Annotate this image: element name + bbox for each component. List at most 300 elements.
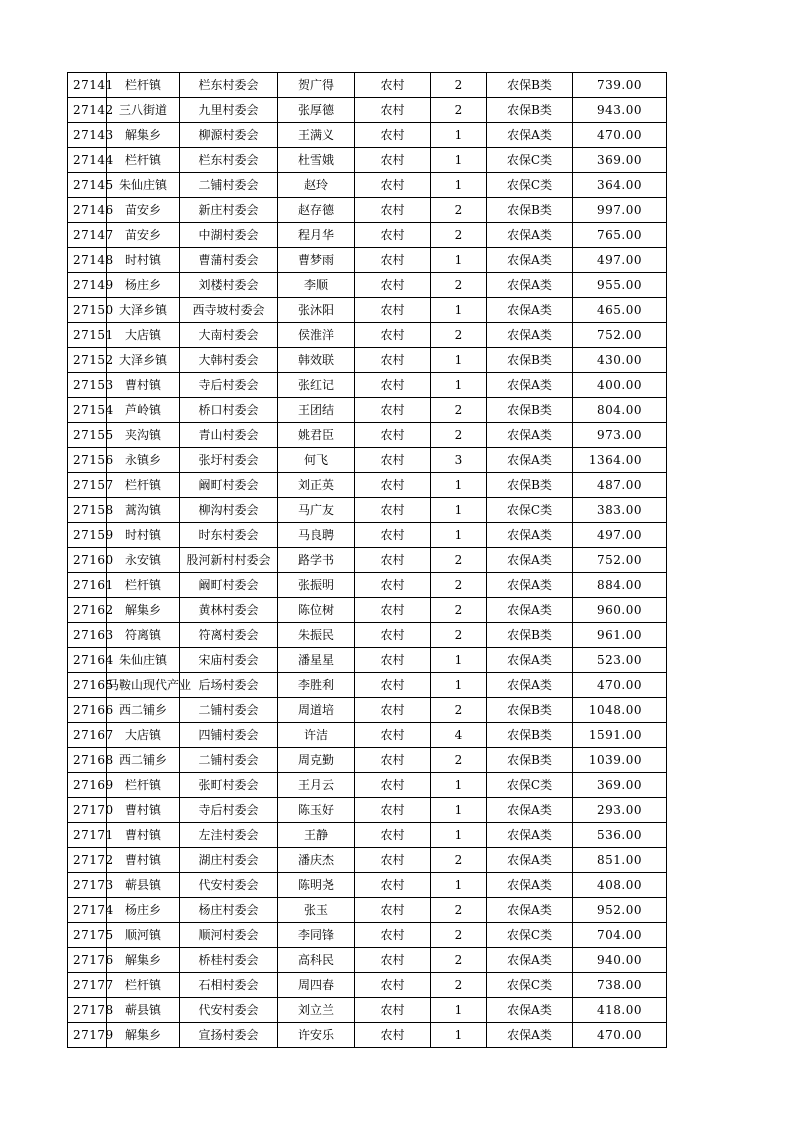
record-id-cell: 27150 [68,298,107,323]
person-name-cell: 王团结 [278,398,355,423]
insurance-class-cell: 农保A类 [487,523,573,548]
household-count-cell: 1 [431,373,487,398]
town-cell: 苗安乡 [107,198,180,223]
table-row [68,848,667,873]
village-committee-cell: 刘楼村委会 [180,273,278,298]
table-row [68,973,667,998]
village-committee-cell: 张圩村委会 [180,448,278,473]
table-row [68,648,667,673]
town-cell: 三八街道 [107,98,180,123]
person-name-cell: 韩效联 [278,348,355,373]
town-cell: 曹村镇 [107,848,180,873]
person-name-cell: 高科民 [278,948,355,973]
table-row [68,523,667,548]
amount-cell: 1591.00 [573,723,667,748]
area-type-cell: 农村 [355,773,431,798]
area-type-cell: 农村 [355,973,431,998]
town-cell: 蕲县镇 [107,873,180,898]
insurance-class-cell: 农保A类 [487,823,573,848]
person-name-cell: 曹梦雨 [278,248,355,273]
area-type-cell: 农村 [355,298,431,323]
person-name-cell: 张沐阳 [278,298,355,323]
amount-cell: 383.00 [573,498,667,523]
table-row [68,748,667,773]
person-name-cell: 陈位树 [278,598,355,623]
area-type-cell: 农村 [355,873,431,898]
village-committee-cell: 石相村委会 [180,973,278,998]
village-committee-cell: 时东村委会 [180,523,278,548]
table-row [68,723,667,748]
insurance-class-cell: 农保A类 [487,223,573,248]
person-name-cell: 周道培 [278,698,355,723]
amount-cell: 465.00 [573,298,667,323]
area-type-cell: 农村 [355,723,431,748]
area-type-cell: 农村 [355,448,431,473]
amount-cell: 940.00 [573,948,667,973]
person-name-cell: 侯淮洋 [278,323,355,348]
table-row [68,873,667,898]
insurance-class-cell: 农保A类 [487,1023,573,1048]
record-id-cell: 27144 [68,148,107,173]
table-row [68,598,667,623]
insurance-class-cell: 农保C类 [487,173,573,198]
person-name-cell: 陈玉好 [278,798,355,823]
area-type-cell: 农村 [355,348,431,373]
village-committee-cell: 青山村委会 [180,423,278,448]
table-row [68,123,667,148]
amount-cell: 739.00 [573,73,667,98]
insurance-class-cell: 农保A类 [487,798,573,823]
village-committee-cell: 九里村委会 [180,98,278,123]
village-committee-cell: 左洼村委会 [180,823,278,848]
insurance-class-cell: 农保A类 [487,573,573,598]
table-row [68,298,667,323]
person-name-cell: 周四春 [278,973,355,998]
amount-cell: 430.00 [573,348,667,373]
insurance-class-cell: 农保A类 [487,998,573,1023]
village-committee-cell: 湖庄村委会 [180,848,278,873]
person-name-cell: 刘正英 [278,473,355,498]
village-committee-cell: 阚町村委会 [180,473,278,498]
table-row [68,798,667,823]
person-name-cell: 何飞 [278,448,355,473]
household-count-cell: 1 [431,498,487,523]
table-row [68,423,667,448]
table-row [68,248,667,273]
amount-cell: 470.00 [573,123,667,148]
town-cell: 朱仙庄镇 [107,173,180,198]
record-id-cell: 27146 [68,198,107,223]
record-id-cell: 27167 [68,723,107,748]
household-count-cell: 1 [431,798,487,823]
record-id-cell: 27154 [68,398,107,423]
area-type-cell: 农村 [355,98,431,123]
area-type-cell: 农村 [355,598,431,623]
village-committee-cell: 顺河村委会 [180,923,278,948]
area-type-cell: 农村 [355,698,431,723]
amount-cell: 523.00 [573,648,667,673]
table-row [68,673,667,698]
insurance-class-cell: 农保A类 [487,248,573,273]
village-committee-cell: 新庄村委会 [180,198,278,223]
area-type-cell: 农村 [355,673,431,698]
person-name-cell: 张红记 [278,373,355,398]
town-cell: 解集乡 [107,948,180,973]
insurance-class-cell: 农保B类 [487,73,573,98]
person-name-cell: 潘庆杰 [278,848,355,873]
insurance-class-cell: 农保A类 [487,273,573,298]
insurance-class-cell: 农保B类 [487,748,573,773]
person-name-cell: 王静 [278,823,355,848]
table-row [68,773,667,798]
household-count-cell: 2 [431,73,487,98]
household-count-cell: 2 [431,223,487,248]
household-count-cell: 1 [431,773,487,798]
table-row [68,548,667,573]
insurance-class-cell: 农保A类 [487,448,573,473]
area-type-cell: 农村 [355,373,431,398]
person-name-cell: 王月云 [278,773,355,798]
record-id-cell: 27171 [68,823,107,848]
table-row [68,448,667,473]
table-row [68,323,667,348]
insurance-class-cell: 农保B类 [487,723,573,748]
record-id-cell: 27158 [68,498,107,523]
person-name-cell: 李顺 [278,273,355,298]
village-committee-cell: 阚町村委会 [180,573,278,598]
household-count-cell: 1 [431,1023,487,1048]
amount-cell: 765.00 [573,223,667,248]
area-type-cell: 农村 [355,548,431,573]
record-id-cell: 27172 [68,848,107,873]
amount-cell: 804.00 [573,398,667,423]
amount-cell: 470.00 [573,1023,667,1048]
record-id-cell: 27164 [68,648,107,673]
household-count-cell: 1 [431,673,487,698]
area-type-cell: 农村 [355,573,431,598]
person-name-cell: 陈明尧 [278,873,355,898]
person-name-cell: 张玉 [278,898,355,923]
village-committee-cell: 宣扬村委会 [180,1023,278,1048]
person-name-cell: 赵存德 [278,198,355,223]
amount-cell: 997.00 [573,198,667,223]
area-type-cell: 农村 [355,898,431,923]
table-row [68,373,667,398]
record-id-cell: 27145 [68,173,107,198]
insurance-class-cell: 农保C类 [487,973,573,998]
table-row [68,148,667,173]
record-id-cell: 27153 [68,373,107,398]
record-id-cell: 27155 [68,423,107,448]
records-table [67,72,667,1048]
table-row [68,923,667,948]
person-name-cell: 朱振民 [278,623,355,648]
area-type-cell: 农村 [355,273,431,298]
area-type-cell: 农村 [355,473,431,498]
table-body [68,73,667,1048]
table-row [68,173,667,198]
record-id-cell: 27160 [68,548,107,573]
household-count-cell: 2 [431,423,487,448]
village-committee-cell: 四铺村委会 [180,723,278,748]
town-cell: 曹村镇 [107,823,180,848]
insurance-class-cell: 农保A类 [487,548,573,573]
amount-cell: 884.00 [573,573,667,598]
household-count-cell: 2 [431,973,487,998]
village-committee-cell: 曹蒲村委会 [180,248,278,273]
household-count-cell: 4 [431,723,487,748]
table-row [68,573,667,598]
amount-cell: 952.00 [573,898,667,923]
record-id-cell: 27169 [68,773,107,798]
record-id-cell: 27156 [68,448,107,473]
area-type-cell: 农村 [355,823,431,848]
town-cell: 顺河镇 [107,923,180,948]
household-count-cell: 2 [431,198,487,223]
town-cell: 解集乡 [107,1023,180,1048]
town-cell: 时村镇 [107,523,180,548]
town-cell: 芦岭镇 [107,398,180,423]
record-id-cell: 27162 [68,598,107,623]
amount-cell: 955.00 [573,273,667,298]
area-type-cell: 农村 [355,73,431,98]
amount-cell: 960.00 [573,598,667,623]
town-cell: 夹沟镇 [107,423,180,448]
person-name-cell: 赵玲 [278,173,355,198]
town-cell: 栏杆镇 [107,973,180,998]
household-count-cell: 1 [431,298,487,323]
amount-cell: 1039.00 [573,748,667,773]
person-name-cell: 潘星星 [278,648,355,673]
area-type-cell: 农村 [355,173,431,198]
amount-cell: 497.00 [573,248,667,273]
table-row [68,223,667,248]
area-type-cell: 农村 [355,148,431,173]
person-name-cell: 程月华 [278,223,355,248]
amount-cell: 418.00 [573,998,667,1023]
village-committee-cell: 大南村委会 [180,323,278,348]
household-count-cell: 1 [431,473,487,498]
household-count-cell: 2 [431,323,487,348]
record-id-cell: 27163 [68,623,107,648]
insurance-class-cell: 农保B类 [487,348,573,373]
area-type-cell: 农村 [355,998,431,1023]
record-id-cell: 27148 [68,248,107,273]
town-cell: 大泽乡镇 [107,298,180,323]
amount-cell: 961.00 [573,623,667,648]
town-cell: 解集乡 [107,598,180,623]
insurance-class-cell: 农保C类 [487,773,573,798]
table-row [68,698,667,723]
amount-cell: 369.00 [573,148,667,173]
village-committee-cell: 栏东村委会 [180,73,278,98]
amount-cell: 704.00 [573,923,667,948]
amount-cell: 973.00 [573,423,667,448]
household-count-cell: 2 [431,548,487,573]
person-name-cell: 刘立兰 [278,998,355,1023]
household-count-cell: 2 [431,598,487,623]
household-count-cell: 3 [431,448,487,473]
village-committee-cell: 西寺坡村委会 [180,298,278,323]
village-committee-cell: 柳源村委会 [180,123,278,148]
area-type-cell: 农村 [355,623,431,648]
household-count-cell: 1 [431,123,487,148]
household-count-cell: 1 [431,148,487,173]
insurance-class-cell: 农保C类 [487,148,573,173]
record-id-cell: 27147 [68,223,107,248]
household-count-cell: 1 [431,998,487,1023]
record-id-cell: 27170 [68,798,107,823]
town-cell: 栏杆镇 [107,773,180,798]
record-id-cell: 27142 [68,98,107,123]
area-type-cell: 农村 [355,423,431,448]
town-cell: 解集乡 [107,123,180,148]
area-type-cell: 农村 [355,123,431,148]
household-count-cell: 1 [431,823,487,848]
town-cell: 栏杆镇 [107,473,180,498]
village-committee-cell: 二铺村委会 [180,173,278,198]
insurance-class-cell: 农保C类 [487,923,573,948]
amount-cell: 487.00 [573,473,667,498]
insurance-class-cell: 农保C类 [487,498,573,523]
insurance-class-cell: 农保A类 [487,948,573,973]
household-count-cell: 2 [431,898,487,923]
record-id-cell: 27151 [68,323,107,348]
insurance-class-cell: 农保A类 [487,873,573,898]
town-cell: 栏杆镇 [107,573,180,598]
household-count-cell: 2 [431,848,487,873]
table-row [68,623,667,648]
household-count-cell: 2 [431,273,487,298]
household-count-cell: 2 [431,398,487,423]
town-cell: 曹村镇 [107,798,180,823]
town-cell: 永镇乡 [107,448,180,473]
record-id-cell: 27165 [68,673,107,698]
person-name-cell: 王满义 [278,123,355,148]
town-cell: 马鞍山现代产业 [107,673,180,698]
record-id-cell: 27175 [68,923,107,948]
area-type-cell: 农村 [355,223,431,248]
town-cell: 大店镇 [107,723,180,748]
table-row [68,348,667,373]
table-row [68,948,667,973]
area-type-cell: 农村 [355,948,431,973]
amount-cell: 943.00 [573,98,667,123]
household-count-cell: 2 [431,923,487,948]
village-committee-cell: 杨庄村委会 [180,898,278,923]
town-cell: 朱仙庄镇 [107,648,180,673]
area-type-cell: 农村 [355,798,431,823]
amount-cell: 470.00 [573,673,667,698]
insurance-class-cell: 农保A类 [487,323,573,348]
town-cell: 时村镇 [107,248,180,273]
household-count-cell: 2 [431,748,487,773]
table-row [68,73,667,98]
household-count-cell: 1 [431,648,487,673]
household-count-cell: 1 [431,873,487,898]
person-name-cell: 路学书 [278,548,355,573]
household-count-cell: 1 [431,348,487,373]
village-committee-cell: 栏东村委会 [180,148,278,173]
person-name-cell: 许洁 [278,723,355,748]
area-type-cell: 农村 [355,198,431,223]
household-count-cell: 1 [431,173,487,198]
record-id-cell: 27179 [68,1023,107,1048]
town-cell: 栏杆镇 [107,148,180,173]
record-id-cell: 27168 [68,748,107,773]
town-cell: 西二铺乡 [107,748,180,773]
person-name-cell: 张振明 [278,573,355,598]
village-committee-cell: 二铺村委会 [180,698,278,723]
town-cell: 永安镇 [107,548,180,573]
person-name-cell: 马良聘 [278,523,355,548]
table-row [68,498,667,523]
area-type-cell: 农村 [355,248,431,273]
town-cell: 西二铺乡 [107,698,180,723]
household-count-cell: 2 [431,98,487,123]
village-committee-cell: 柳沟村委会 [180,498,278,523]
record-id-cell: 27166 [68,698,107,723]
insurance-class-cell: 农保B类 [487,623,573,648]
amount-cell: 364.00 [573,173,667,198]
town-cell: 栏杆镇 [107,73,180,98]
person-name-cell: 李同锋 [278,923,355,948]
person-name-cell: 贺广得 [278,73,355,98]
record-id-cell: 27141 [68,73,107,98]
town-cell: 大泽乡镇 [107,348,180,373]
area-type-cell: 农村 [355,398,431,423]
village-committee-cell: 代安村委会 [180,873,278,898]
household-count-cell: 2 [431,573,487,598]
record-id-cell: 27178 [68,998,107,1023]
area-type-cell: 农村 [355,848,431,873]
household-count-cell: 1 [431,523,487,548]
amount-cell: 536.00 [573,823,667,848]
area-type-cell: 农村 [355,648,431,673]
person-name-cell: 杜雪娥 [278,148,355,173]
household-count-cell: 2 [431,698,487,723]
village-committee-cell: 寺后村委会 [180,798,278,823]
amount-cell: 738.00 [573,973,667,998]
village-committee-cell: 黄林村委会 [180,598,278,623]
person-name-cell: 张厚德 [278,98,355,123]
record-id-cell: 27159 [68,523,107,548]
insurance-class-cell: 农保A类 [487,648,573,673]
amount-cell: 369.00 [573,773,667,798]
insurance-class-cell: 农保A类 [487,123,573,148]
record-id-cell: 27152 [68,348,107,373]
village-committee-cell: 桥口村委会 [180,398,278,423]
insurance-class-cell: 农保A类 [487,848,573,873]
record-id-cell: 27176 [68,948,107,973]
household-count-cell: 2 [431,948,487,973]
area-type-cell: 农村 [355,523,431,548]
insurance-class-cell: 农保B类 [487,98,573,123]
record-id-cell: 27161 [68,573,107,598]
table-row [68,98,667,123]
amount-cell: 1048.00 [573,698,667,723]
area-type-cell: 农村 [355,1023,431,1048]
table-row [68,998,667,1023]
person-name-cell: 姚君臣 [278,423,355,448]
village-committee-cell: 二铺村委会 [180,748,278,773]
insurance-class-cell: 农保B类 [487,698,573,723]
table-row [68,1023,667,1048]
village-committee-cell: 后场村委会 [180,673,278,698]
area-type-cell: 农村 [355,323,431,348]
amount-cell: 293.00 [573,798,667,823]
table-row [68,198,667,223]
